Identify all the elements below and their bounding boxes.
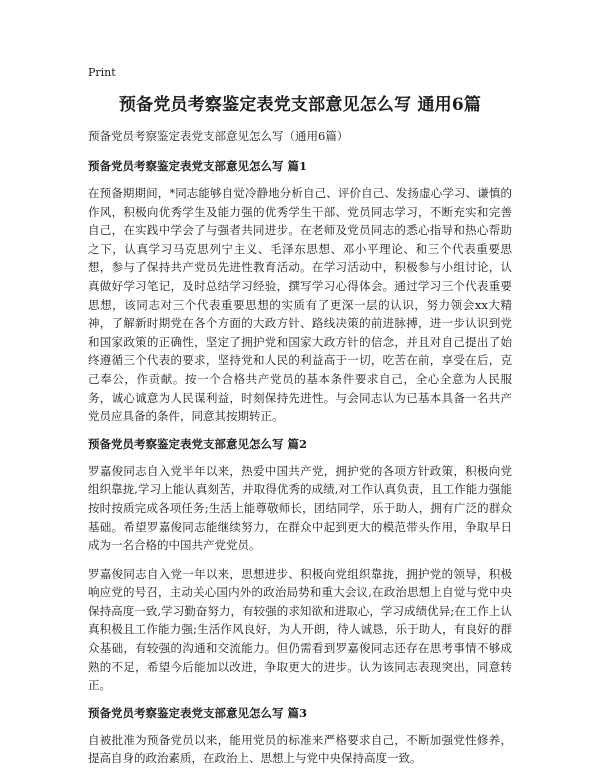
section-heading-2: 预备党员考察鉴定表党支部意见怎么写 篇2 — [88, 436, 308, 451]
section-heading-3: 预备党员考察鉴定表党支部意见怎么写 篇3 — [88, 705, 308, 720]
section-1-paragraph-1: 在预备期期间，*同志能够自觉冷静地分析自己、评价自己、发扬虚心学习、谦慎的作风，积极向优秀学生及能力强的优秀学生干部、党员同志学习，不断充实和完善自己，在实践中学会了与强者共同进步。在老师及党员同志的悉心指导和热心帮助之下，认真学习马克思列宁主义、毛泽东思想、邓小平理论、和三个代表重要思想，参与了保持共产党员先进性教育活动。在学习活动中，积极参与小组讨论，认真做好学习笔记，及时总结学习经验，撰写学习心得体会。通过学习三个代表重要思想，该同志对三个代表重要思想的实质有了更深一层的认识，努力领会xx大精神，了解新时期党在各个方面的大政方针、路线决策的前进脉搏，进一步认识到党和国家政策的正确性，坚定了拥护党和国家大政方针的信念，并且对自己提出了始终遵循三个代表的要求，坚持党和人民的利益高于一切，吃苦在前，享受在后，克己奉公，作贡献。按一个合格共产党员的基本条件要求自己，全心全意为人民服务，诚心诚意为人民谋利益，时刻保持先进性。与会同志认为已基本具备一名共产党员应具备的条件，同意其按期转正。 — [88, 186, 512, 424]
document-subtitle: 预备党员考察鉴定表党支部意见怎么写（通用6篇） — [88, 129, 349, 143]
print-label: Print — [88, 66, 116, 79]
section-heading-1: 预备党员考察鉴定表党支部意见怎么写 篇1 — [88, 159, 308, 173]
section-3-paragraph-1: 自被批准为预备党员以来，能用党员的标准来严格要求自己，不断加强党性修养，提高自身的政治素质，在政治上、思想上与党中央保持高度一致。 — [88, 732, 512, 766]
section-2-paragraph-2: 罗嘉俊同志自入党一年以来，思想进步、积极向党组织靠拢，拥护党的领导，积极响应党的号召，主动关心国内外的政治局势和重大会议,在政治思想上自觉与党中央保持高度一致,学习勤奋努力，有较强的求知欲和进取心，学习成绩优异;在工作上认真积极且工作能力强;生活作风良好，为人开朗，待人诚恳，乐于助人，有良好的群众基础，有较强的沟通和交流能力。但仍需看到罗嘉俊同志还存在思考事情不够成熟的不足，希望今后能加以改进，争取更大的进步。认为该同志表现突出，同意转正。 — [88, 566, 512, 693]
page-title: 预备党员考察鉴定表党支部意见怎么写 通用6篇 — [118, 95, 482, 115]
section-2-paragraph-1: 罗嘉俊同志自入党半年以来，热爱中国共产党，拥护党的各项方针政策，积极向党组织靠拢,学习上能认真刻苦，并取得优秀的成绩,对工作认真负责，且工作能力强能按时按质完成各项任务;生活上能尊敬师长，团结同学，乐于助人，拥有广泛的群众基础。希望罗嘉俊同志能继续努力，在群众中起到更大的模范带头作用，争取早日成为一名合格的中国共产党党员。 — [88, 463, 512, 553]
